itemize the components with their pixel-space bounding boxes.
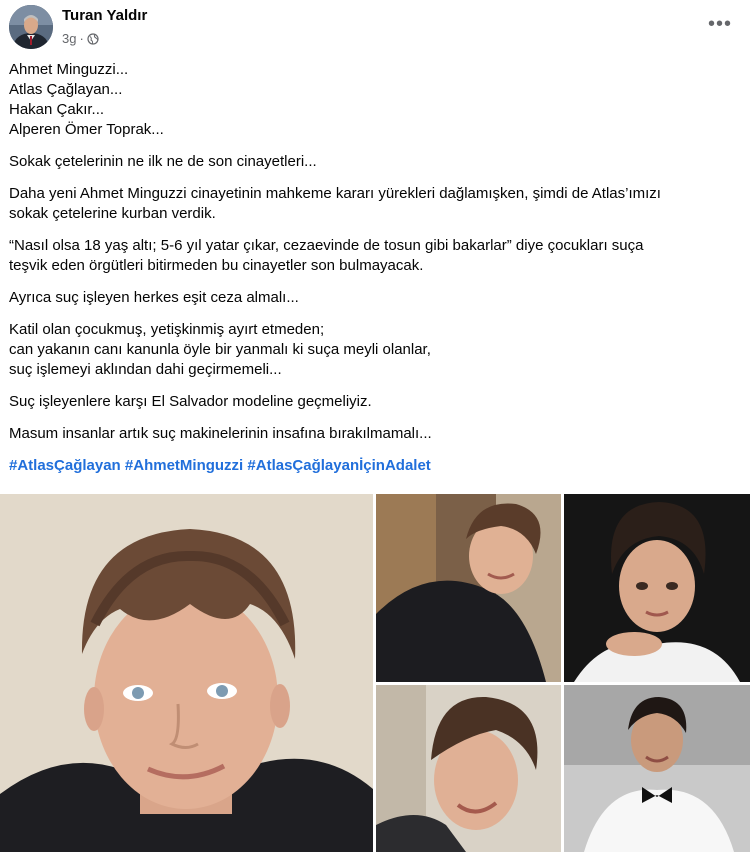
more-horizontal-icon: ••• bbox=[708, 12, 733, 35]
photo-grid bbox=[0, 494, 750, 852]
hashtag-row bbox=[9, 456, 739, 476]
globe-icon bbox=[87, 33, 99, 45]
hashtag-link[interactable]: #AtlasÇağlayan bbox=[9, 457, 121, 474]
paragraph bbox=[9, 184, 739, 224]
hashtag-link[interactable]: #AhmetMinguzzi bbox=[124, 457, 244, 474]
paragraph bbox=[9, 60, 739, 140]
text-line: Suç işleyenlere karşı El Salvador modeline geçmeliyiz. bbox=[9, 393, 372, 410]
text-line: Hakan Çakır... bbox=[9, 101, 105, 118]
text-line: Masum insanlar artık suç makinelerinin insafına bırakılmamalı... bbox=[9, 425, 432, 442]
author-avatar[interactable] bbox=[9, 5, 53, 49]
post-time[interactable]: 3g bbox=[62, 31, 77, 46]
text-line: “Nasıl olsa 18 yaş altı; 5-6 yıl yatar çıkar, cezaevinde de tosun gibi bakarlar” diye çocukları suça bbox=[9, 237, 644, 254]
paragraph bbox=[9, 152, 739, 172]
post-text bbox=[9, 60, 739, 476]
author-name[interactable]: Turan Yaldır bbox=[62, 7, 148, 24]
text-line: Daha yeni Ahmet Minguzzi cinayetinin mahkeme kararı yürekleri dağlamışken, şimdi de Atlas’ımızı bbox=[9, 185, 661, 202]
post-header bbox=[0, 0, 750, 58]
photo-thumbnail[interactable] bbox=[376, 494, 561, 682]
text-line: teşvik eden örgütleri bitirmeden bu cinayetler son bulmayacak. bbox=[9, 257, 424, 274]
paragraph bbox=[9, 236, 739, 276]
text-line: Ahmet Minguzzi... bbox=[9, 61, 129, 78]
meta-separator: · bbox=[79, 31, 84, 46]
post-meta bbox=[62, 31, 99, 46]
text-line: can yakanın canı kanunla öyle bir yanmalı ki suça meyli olanlar, bbox=[9, 341, 431, 358]
text-line: Sokak çetelerinin ne ilk ne de son cinayetleri... bbox=[9, 153, 317, 170]
photo-main[interactable] bbox=[0, 494, 373, 852]
text-line: suç işlemeyi aklından dahi geçirmemeli... bbox=[9, 361, 282, 378]
paragraph bbox=[9, 288, 739, 308]
text-line: Atlas Çağlayan... bbox=[9, 81, 123, 98]
text-line: sokak çetelerine kurban verdik. bbox=[9, 205, 216, 222]
text-line: Katil olan çocukmuş, yetişkinmiş ayırt etmeden; bbox=[9, 321, 325, 338]
text-line: Ayrıca suç işleyen herkes eşit ceza almalı... bbox=[9, 289, 299, 306]
text-line: Alperen Ömer Toprak... bbox=[9, 121, 164, 138]
photo-thumbnail[interactable] bbox=[376, 685, 561, 852]
photo-thumbnail[interactable] bbox=[564, 685, 750, 852]
paragraph bbox=[9, 392, 739, 412]
paragraph bbox=[9, 424, 739, 444]
more-options-button[interactable] bbox=[708, 12, 732, 36]
photo-thumbnail[interactable] bbox=[564, 494, 750, 682]
paragraph bbox=[9, 320, 739, 380]
hashtag-link[interactable]: #AtlasÇağlayanİçinAdalet bbox=[247, 457, 431, 474]
